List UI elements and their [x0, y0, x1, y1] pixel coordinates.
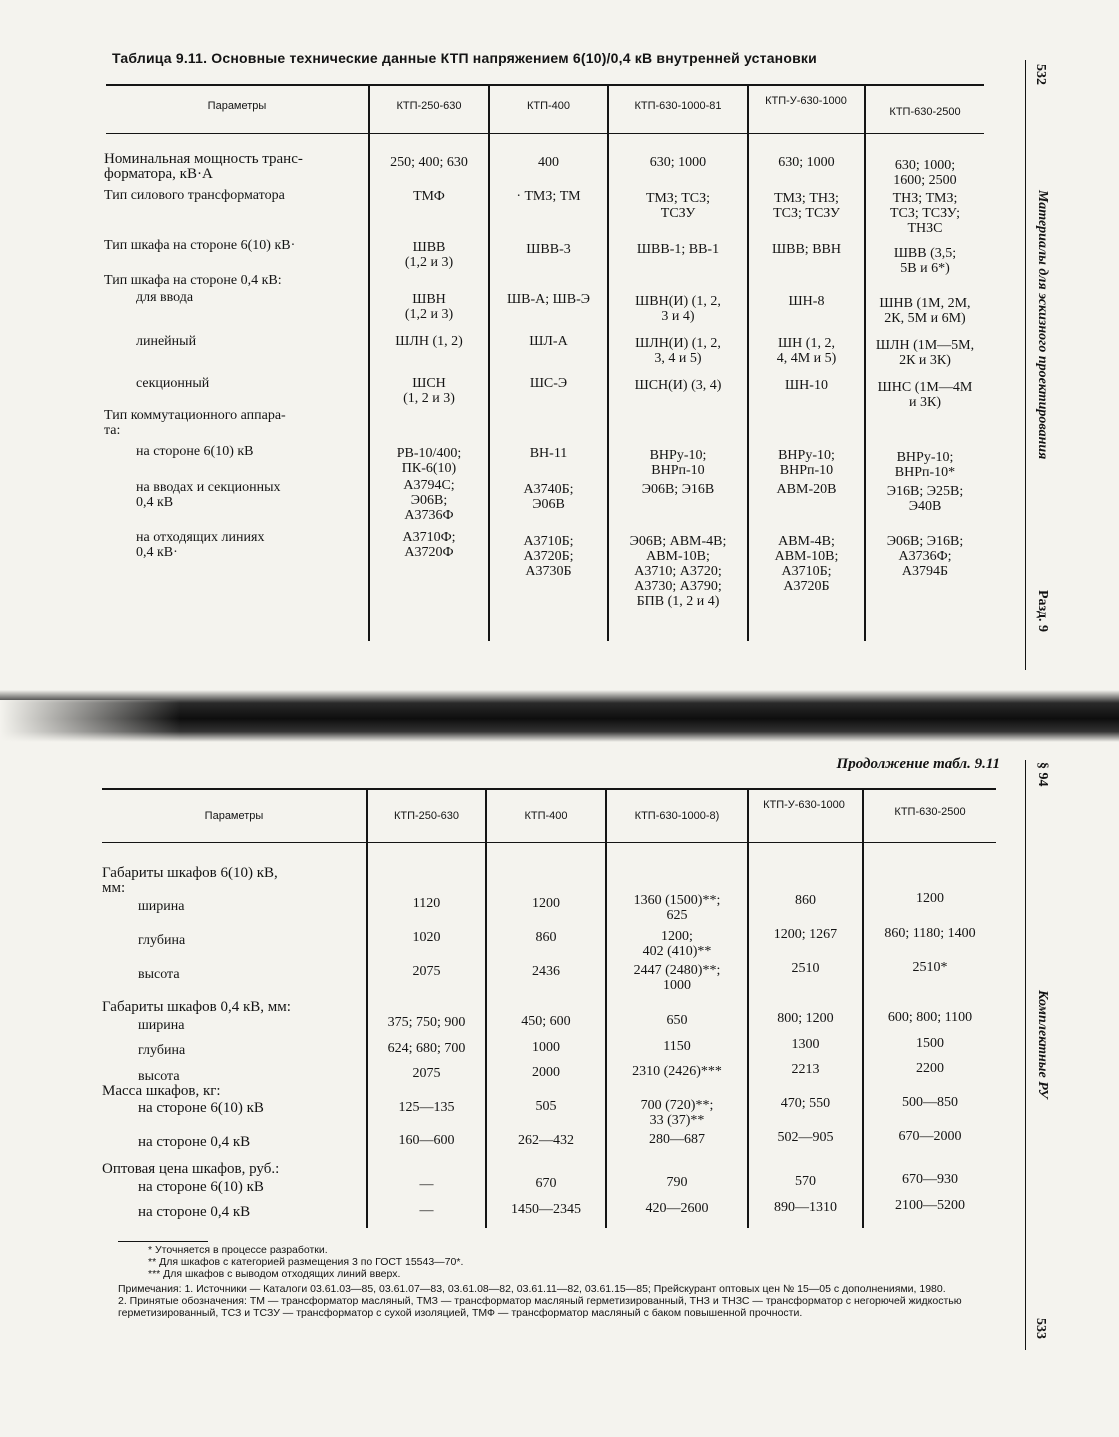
value-cell: А3794С; Э06В; А3736Ф [403, 478, 455, 523]
value-cell: 570 [795, 1174, 816, 1189]
footnote: ** Для шкафов с категорией размещения 3 по ГОСТ 15543—70*. [148, 1256, 464, 1268]
value-cell: АВМ-20В [776, 482, 837, 497]
header-ktp-630-1000: КТП-630-1000-81 [634, 100, 722, 112]
param-cell: Масса шкафов, кг: [102, 1083, 221, 1099]
value-cell: ШСН(И) (3, 4) [634, 378, 722, 393]
value-cell: 890—1310 [774, 1200, 837, 1215]
value-cell: 262—432 [518, 1133, 574, 1148]
value-cell: 1200 [532, 896, 560, 911]
footnote-rule [118, 1241, 208, 1242]
param-cell: на стороне 0,4 кВ [138, 1134, 251, 1150]
value-cell: 2100—5200 [895, 1198, 965, 1213]
note: Примечания: 1. Источники — Каталоги 03.61.03—85, 03.61.07—83, 03.61.08—82, 03.61.11—82, 03.61.15—85; Прейскурант оптовых цен № 15—05 с дополнениями, 1980. [118, 1283, 946, 1295]
header-params: Параметры [207, 100, 267, 112]
param-cell: Тип шкафа на стороне 6(10) кВ· [104, 238, 296, 253]
value-cell: 1300 [791, 1037, 820, 1052]
param-cell: секционный [136, 376, 210, 391]
param-cell: на стороне 6(10) кВ [138, 1179, 264, 1195]
value-cell: 375; 750; 900 [387, 1015, 466, 1030]
header-ktp-630-1000: КТП-630-1000-8) [634, 810, 720, 822]
header-params: Параметры [204, 810, 264, 822]
value-cell: 860; 1180; 1400 [884, 926, 976, 941]
value-cell: 2075 [412, 1066, 441, 1081]
value-cell: 420—2600 [645, 1201, 709, 1216]
value-cell: Э06В; АВМ-4В; АВМ-10В; А3710; А3720; А3730; А3790; БПВ (1, 2 и 4) [629, 534, 727, 609]
header-bottom-rule [106, 133, 984, 134]
value-cell: ШВН(И) (1, 2, 3 и 4) [635, 294, 721, 324]
header-ktp-2500: КТП-630-2500 [894, 806, 966, 818]
value-cell: 700 (720)**; 33 (37)** [640, 1098, 714, 1128]
value-cell: ШНВ (1М, 2М, 2К, 5М и 6М) [879, 296, 971, 326]
param-cell: Тип шкафа на стороне 0,4 кВ: [104, 273, 282, 288]
margin-rule [1025, 760, 1026, 1350]
header-ktp-400: КТП-400 [526, 100, 571, 112]
value-cell: ВНРу-10; ВНРп-10 [778, 448, 835, 478]
col-divider [485, 790, 487, 1228]
value-cell: 280—687 [649, 1132, 705, 1147]
value-cell: ТМЗ; ТНЗ; ТСЗ; ТСЗУ [773, 191, 840, 221]
param-cell: глубина [138, 933, 186, 948]
margin-rule [1025, 60, 1026, 670]
value-cell: ШНС (1М—4М и 3К) [877, 380, 973, 410]
continuation-title: Продолжение табл. 9.11 [836, 756, 1000, 772]
value-cell: 670—2000 [898, 1129, 962, 1144]
col-divider [747, 790, 749, 1228]
value-cell: 1000 [532, 1040, 560, 1055]
param-cell: высота [138, 1069, 180, 1084]
value-cell: 2436 [532, 964, 560, 979]
value-cell: 2447 (2480)**; 1000 [633, 963, 721, 993]
header-ktp-u: КТП-У-630-1000 [765, 95, 847, 107]
value-cell: 2075 [412, 964, 441, 979]
value-cell: — [419, 1177, 434, 1192]
param-cell: на стороне 6(10) кВ [136, 444, 254, 459]
value-cell: ТНЗ; ТМЗ; ТСЗ; ТСЗУ; ТНЗС [889, 191, 961, 236]
value-cell: 2200 [916, 1061, 944, 1076]
running-head-bottom: Комплектные РУ [1035, 990, 1050, 1099]
value-cell: Э06В; Э16В; А3736Ф; А3794Б [886, 534, 964, 579]
value-cell: ШН (1, 2, 4, 4М и 5) [776, 336, 837, 366]
header-ktp-250: КТП-250-630 [393, 810, 460, 822]
value-cell: А3710Ф; А3720Ф [402, 530, 456, 560]
param-cell: на стороне 0,4 кВ [138, 1204, 251, 1220]
value-cell: 1200; 1267 [773, 927, 838, 942]
value-cell: 1200 [916, 891, 944, 906]
param-cell: линейный [136, 334, 197, 349]
value-cell: ШЛ-А [529, 334, 568, 349]
footnote: *** Для шкафов с выводом отходящих линий вверх. [148, 1268, 401, 1280]
value-cell: 125—135 [398, 1100, 455, 1115]
value-cell: 800; 1200 [777, 1011, 834, 1026]
value-cell: 790 [666, 1175, 688, 1190]
header-ktp-u: КТП-У-630-1000 [763, 799, 845, 811]
value-cell: 1150 [663, 1039, 691, 1054]
note: 2. Принятые обозначения: ТМ — трансформатор масляный, ТМЗ — трансформатор масляный герметизированный, ТНЗ и ТНЗС — трансформатор с негорючей жидкостью герметизированный, ТСЗ и ТСЗУ — трансформатор с сухой изоляцией, ТМФ — трансформатор масляный с баком повышенной прочности. [118, 1295, 962, 1319]
value-cell: 450; 600 [521, 1014, 571, 1029]
value-cell: ВН-11 [529, 446, 568, 461]
param-cell: Тип коммутационного аппара- та: [104, 408, 286, 438]
section-label-bottom: § 94 [1035, 762, 1050, 787]
value-cell: 2000 [532, 1065, 560, 1080]
value-cell: 650 [666, 1013, 688, 1028]
col-divider [605, 790, 607, 1228]
param-cell: на отходящих линиях 0,4 кВ· [136, 530, 265, 560]
value-cell: ШЛН (1М—5М, 2К и 3К) [875, 338, 975, 368]
value-cell: 1450—2345 [511, 1202, 581, 1217]
value-cell: ШН-8 [788, 294, 825, 309]
param-cell: Оптовая цена шкафов, руб.: [102, 1161, 280, 1177]
value-cell: 2213 [791, 1062, 820, 1077]
value-cell: Э06В; Э16В [641, 482, 715, 497]
value-cell: 624; 680; 700 [387, 1041, 466, 1056]
value-cell: ВНРу-10; ВНРп-10 [649, 448, 707, 478]
param-cell: на стороне 6(10) кВ [138, 1100, 264, 1116]
footnote: * Уточняется в процессе разработки. [148, 1244, 328, 1256]
value-cell: ШСН (1, 2 и 3) [403, 376, 455, 406]
table-title: Таблица 9.11. Основные технические данные КТП напряжением 6(10)/0,4 кВ внутренней установки [112, 50, 817, 66]
value-cell: · ТМЗ; ТМ [516, 189, 581, 204]
value-cell: 630; 1000 [778, 155, 835, 170]
value-cell: АВМ-4В; АВМ-10В; А3710Б; А3720Б [774, 534, 839, 594]
value-cell: 2310 (2426)*** [632, 1064, 722, 1079]
param-cell: ширина [138, 1018, 185, 1033]
value-cell: 400 [538, 155, 559, 170]
value-cell: ВНРу-10; ВНРп-10* [894, 450, 956, 480]
value-cell: ШЛН (1, 2) [395, 334, 463, 349]
value-cell: 600; 800; 1100 [887, 1010, 973, 1025]
value-cell: ШВВ; ВВН [772, 242, 841, 257]
param-cell: Номинальная мощность транс- форматора, кВ·А [104, 151, 303, 182]
value-cell: 500—850 [902, 1095, 958, 1110]
param-cell: Габариты шкафов 0,4 кВ, мм: [102, 999, 291, 1015]
value-cell: А3740Б; Э06В [523, 482, 574, 512]
value-cell: ШВВ (3,5; 5В и 6*) [893, 246, 957, 276]
value-cell: 502—905 [777, 1130, 834, 1145]
value-cell: 250; 400; 630 [390, 155, 468, 170]
value-cell: 1360 (1500)**; 625 [633, 893, 721, 923]
header-ktp-2500: КТП-630-2500 [889, 106, 961, 118]
table-top-rule [106, 84, 984, 86]
col-divider [862, 790, 864, 1228]
value-cell: 470; 550 [780, 1096, 831, 1111]
value-cell: 2510* [912, 960, 948, 975]
header-ktp-400: КТП-400 [524, 810, 568, 822]
param-cell: высота [138, 967, 180, 982]
value-cell: Э16В; Э25В; Э40В [886, 484, 964, 514]
value-cell: ШВВ-3 [526, 242, 571, 257]
value-cell: ШВВ (1,2 и 3) [404, 240, 454, 270]
value-cell: 1200; 402 (410)** [642, 929, 712, 959]
section-label-top: Разд. 9 [1035, 590, 1050, 633]
page-number-top: 532 [1033, 64, 1048, 85]
value-cell: 1020 [412, 930, 441, 945]
value-cell: 630; 1000; 1600; 2500 [893, 158, 957, 188]
value-cell: 1500 [916, 1036, 944, 1051]
param-cell: Тип силового трансформатора [104, 188, 285, 203]
value-cell: ТМЗ; ТСЗ; ТСЗУ [645, 191, 710, 221]
col-divider [366, 790, 368, 1228]
value-cell: ТМФ [413, 189, 445, 204]
value-cell: — [419, 1203, 434, 1218]
value-cell: 670 [535, 1176, 557, 1191]
value-cell: 2510 [791, 961, 820, 976]
value-cell: ШН-10 [785, 378, 828, 393]
param-cell: ширина [138, 899, 185, 914]
scan-spine-fade [0, 700, 180, 742]
running-head-top: Материалы для эскизного проектирования [1035, 190, 1050, 460]
value-cell: 1120 [412, 896, 441, 911]
value-cell: ШС-Э [529, 376, 568, 391]
value-cell: 505 [535, 1099, 557, 1114]
param-cell: на вводах и секционных 0,4 кВ [136, 480, 281, 510]
value-cell: РВ-10/400; ПК-6(10) [396, 446, 462, 476]
header-ktp-250: КТП-250-630 [396, 100, 462, 112]
value-cell: 860 [535, 930, 557, 945]
footnotes-block [110, 1244, 1010, 1319]
value-cell: 670—930 [902, 1172, 958, 1187]
value-cell: 160—600 [398, 1133, 455, 1148]
value-cell: 860 [795, 893, 816, 908]
page-number-bottom: 533 [1033, 1318, 1048, 1339]
value-cell: ШВВ-1; ВВ-1 [636, 242, 720, 257]
value-cell: ШВ-А; ШВ-Э [507, 292, 590, 307]
value-cell: 630; 1000 [649, 155, 707, 170]
value-cell: ШВН (1,2 и 3) [404, 292, 454, 322]
value-cell: ШЛН(И) (1, 2, 3, 4 и 5) [635, 336, 721, 366]
param-cell: глубина [138, 1043, 186, 1058]
param-cell: Габариты шкафов 6(10) кВ, мм: [102, 865, 278, 896]
param-cell: для ввода [136, 290, 194, 305]
value-cell: А3710Б; А3720Б; А3730Б [523, 534, 574, 579]
